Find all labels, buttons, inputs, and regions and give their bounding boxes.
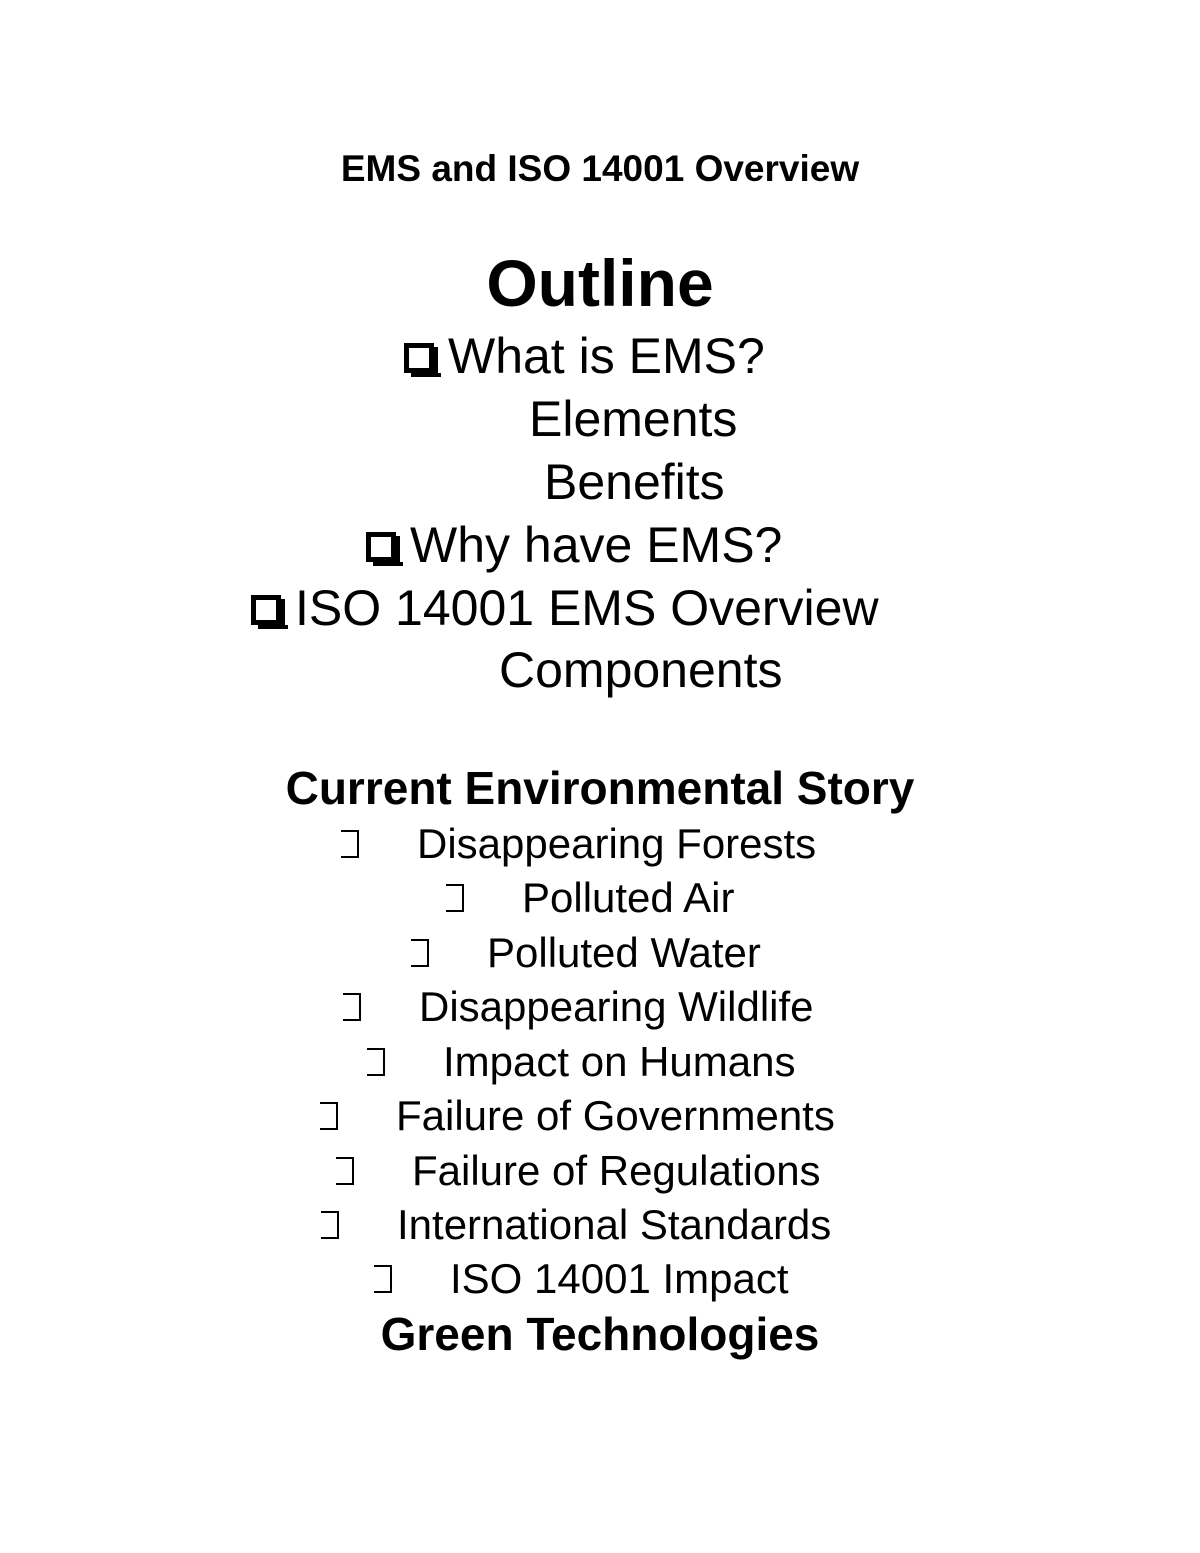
outline-heading: Outline	[486, 246, 714, 320]
story-item: ISO 14001 Impact	[374, 1258, 789, 1300]
outline-item-why-have-ems	[366, 517, 783, 573]
bracket-bullet-icon	[341, 830, 359, 858]
hollow-square-bullet-icon	[366, 532, 396, 562]
bracket-bullet-icon	[446, 884, 464, 912]
story-item: Impact on Humans	[367, 1041, 796, 1083]
bracket-bullet-icon	[411, 939, 429, 967]
story-item: International Standards	[321, 1204, 831, 1246]
bracket-bullet-icon	[374, 1265, 392, 1293]
outline-subitem-elements: Elements	[529, 391, 738, 447]
hollow-square-bullet-icon	[251, 595, 281, 625]
bracket-bullet-icon	[336, 1157, 354, 1185]
story-item: Failure of Regulations	[336, 1150, 821, 1192]
green-technologies-heading: Green Technologies	[380, 1308, 820, 1360]
story-item: Polluted Water	[411, 932, 761, 974]
outline-item-label: ISO 14001 EMS Overview	[295, 580, 879, 636]
outline-subitem-components: Components	[499, 642, 783, 698]
bracket-bullet-icon	[320, 1102, 338, 1130]
outline-subitem-benefits: Benefits	[544, 454, 725, 510]
outline-item-iso-overview	[251, 580, 879, 636]
bracket-bullet-icon	[321, 1211, 339, 1239]
story-item: Failure of Governments	[320, 1095, 835, 1137]
story-item: Disappearing Wildlife	[343, 986, 814, 1028]
outline-item-label: Why have EMS?	[410, 517, 783, 573]
outline-item-what-is-ems	[404, 328, 765, 384]
bracket-bullet-icon	[367, 1048, 385, 1076]
document-title: EMS and ISO 14001 Overview	[340, 148, 860, 189]
bracket-bullet-icon	[343, 993, 361, 1021]
outline-item-label: What is EMS?	[448, 328, 765, 384]
story-item: Disappearing Forests	[341, 823, 816, 865]
story-heading: Current Environmental Story	[285, 762, 915, 814]
story-item: Polluted Air	[446, 877, 734, 919]
hollow-square-bullet-icon	[404, 343, 434, 373]
